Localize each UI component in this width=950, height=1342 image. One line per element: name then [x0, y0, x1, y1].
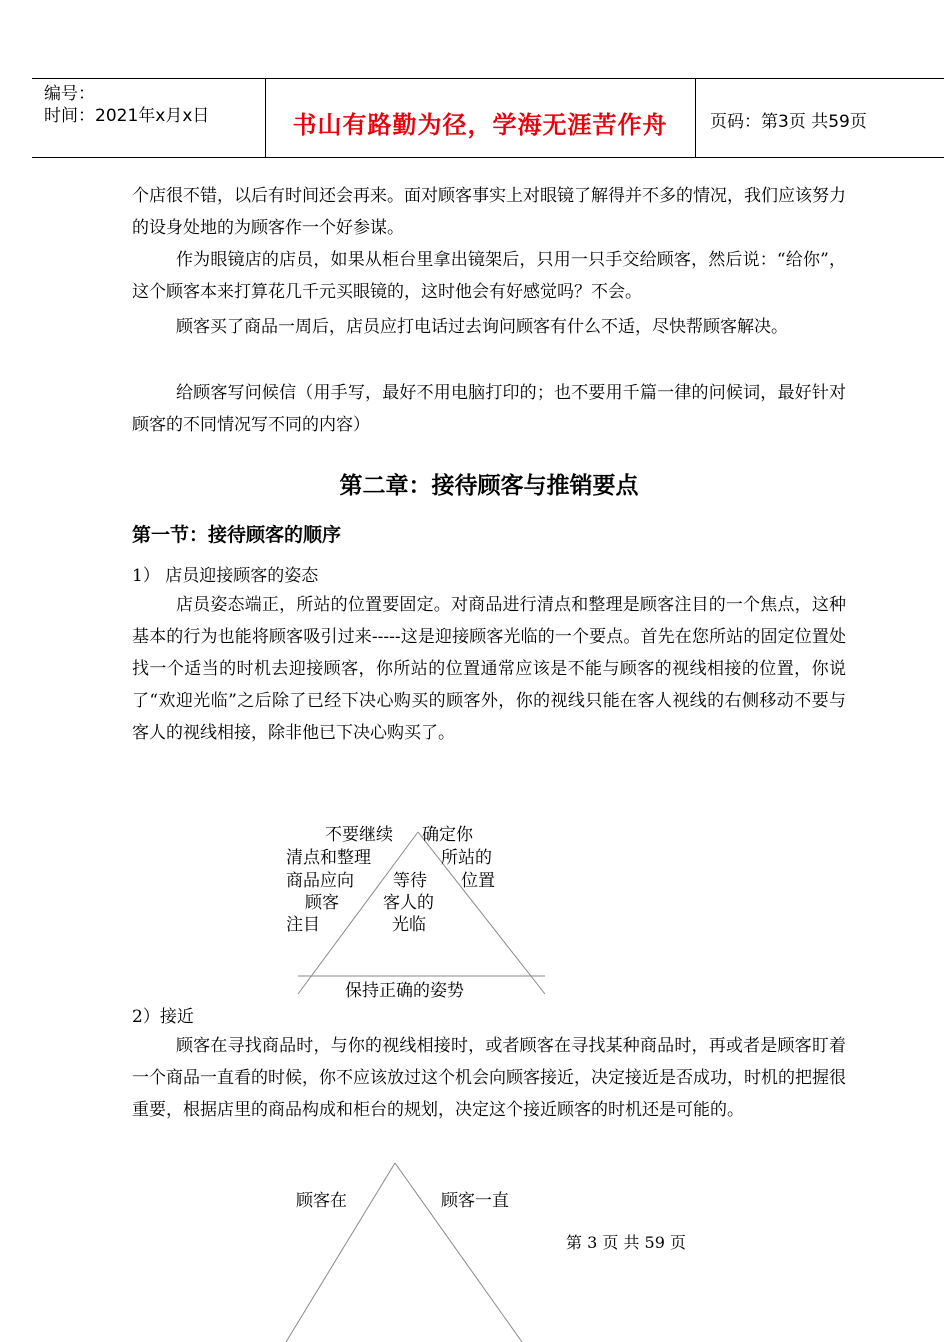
- paragraph: 顾客买了商品一周后，店员应打电话过去询问顾客有什么不适，尽快帮顾客解决。: [176, 317, 788, 337]
- diagram-label: 客人的: [383, 893, 434, 913]
- page-footer: 第 3 页 共 59 页: [566, 1233, 686, 1252]
- diagram-label: 清点和整理: [286, 848, 371, 868]
- diagram-label: 所站的: [441, 848, 492, 868]
- paragraph: 顾客在寻找商品时，与你的视线相接时，或者顾客在寻找某种商品时，再或者是顾客盯着一个商品一直看的时候，你不应该放过这个机会向顾客接近，决定接近是否成功，时机的把握很重要，根据店里的商品构成和柜台的规划，决定这个接近顾客的时机还是可能的。: [132, 1036, 846, 1120]
- diagram-label: 光临: [392, 915, 426, 935]
- header-page-number: 页码：第3页 共59页: [710, 112, 867, 132]
- paragraph: 店员姿态端正，所站的位置要固定。对商品进行清点和整理是顾客注目的一个焦点，这种基本的行为也能将顾客吸引过来-----这是迎接顾客光临的一个要点。首先在您所站的固定位置处找一个适当的时机去迎接顾客，你所站的位置通常应该是不能与顾客的视线相接的位置，你说了“欢迎光临”之后除了已经下决心购买的顾客外，你的视线只能在客人视线的右侧移动不要与客人的视线相接，除非他已下决心购买了。: [132, 595, 846, 743]
- diagram-label: 顾客一直: [441, 1191, 509, 1211]
- list-item-title: 2）接近: [132, 1007, 194, 1027]
- diagram-label: 注目: [286, 915, 320, 935]
- paragraph: 给顾客写问候信（用手写，最好不用电脑打印的；也不要用千篇一律的问候词，最好针对顾客的不同情况写不同的内容）: [132, 383, 846, 435]
- diagram-label: 顾客在: [296, 1191, 347, 1211]
- diagram-label: 不要继续: [325, 825, 393, 845]
- diagram-label: 商品应向: [286, 871, 354, 891]
- paragraph: 个店很不错，以后有时间还会再来。面对顾客事实上对眼镜了解得并不多的情况，我们应该努力的设身处地的为顾客作一个好参谋。: [132, 186, 846, 238]
- diagram-label: 顾客: [305, 893, 339, 913]
- diagram-label: 位置: [461, 871, 495, 891]
- chapter-title: 第二章：接待顾客与推销要点: [339, 473, 639, 499]
- list-item-title: 1） 店员迎接顾客的姿态: [132, 566, 319, 586]
- paragraph: 作为眼镜店的店员，如果从柜台里拿出镜架后，只用一只手交给顾客，然后说：“给你”，这个顾客本来打算花几千元买眼镜的，这时他会有好感觉吗？不会。: [132, 250, 846, 302]
- header-motto: 书山有路勤为径，学海无涯苦作舟: [292, 111, 668, 139]
- diagram-base-label: 保持正确的姿势: [345, 981, 464, 1001]
- diagram-label: 确定你: [422, 825, 473, 845]
- document-number: 编号：: [44, 84, 95, 104]
- section-title: 第一节：接待顾客的顺序: [132, 524, 342, 546]
- document-time: 时间：2021年x月x日: [44, 106, 210, 126]
- diagram-label: 等待: [393, 871, 427, 891]
